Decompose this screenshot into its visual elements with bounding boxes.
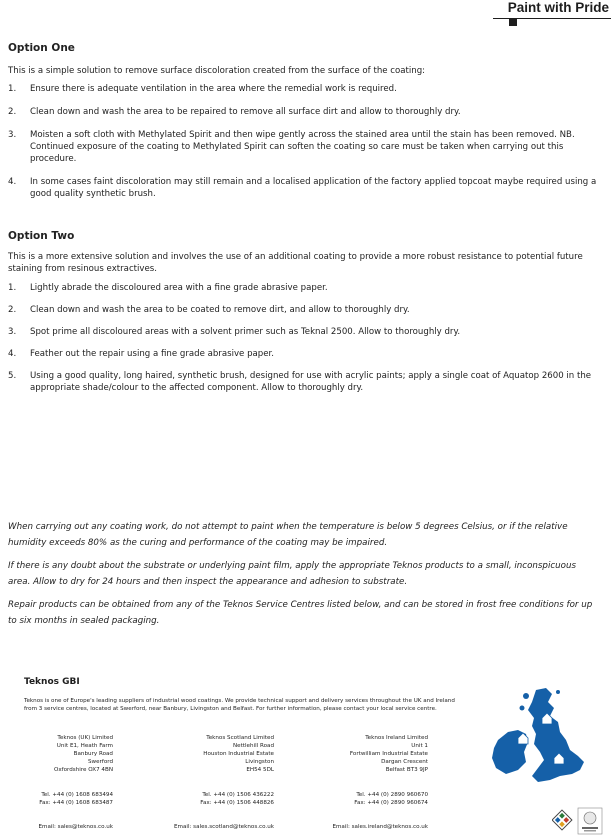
footer-title: Teknos GBI xyxy=(24,677,80,687)
office-tel: Tel. +44 (0) 1506 436222 xyxy=(202,792,274,798)
office-address-line: Dargan Crescent xyxy=(381,759,428,765)
office-address-line: Oxfordshire OX7 4BN xyxy=(53,767,113,773)
option-two-steps xyxy=(8,282,598,394)
step-text: Ensure there is adequate ventilation in the area where the remedial work is required. xyxy=(30,84,397,94)
step-item xyxy=(8,282,598,294)
office-address-line: Belfast BT3 9JP xyxy=(385,767,428,773)
option-one-section xyxy=(8,42,598,200)
step-item xyxy=(8,326,598,338)
step-item xyxy=(8,106,598,118)
step-item xyxy=(8,370,598,394)
step-number: 2. xyxy=(8,305,17,315)
office-address-line: Teknos Scotland Limited xyxy=(206,735,274,741)
step-text: Lightly abrade the discoloured area with a fine grade abrasive paper. xyxy=(30,283,328,293)
step-text: Moisten a soft cloth with Methylated Spirit and then wipe gently across the stained area until the stain has been removed. NB. Continued exposure of the coating to Methylated Spirit can soften the coating so care must be taken when carrying out this procedure. xyxy=(30,130,575,164)
office-email[interactable]: Email: sales.ireland@teknos.co.uk xyxy=(332,824,428,830)
office-ireland xyxy=(290,734,428,831)
step-item xyxy=(8,348,598,360)
spacer xyxy=(290,774,428,791)
step-number: 1. xyxy=(8,84,17,94)
step-text: Spot prime all discoloured areas with a solvent primer such as Teknal 2500. Allow to thoroughly dry. xyxy=(30,327,461,337)
note-temperature: When carrying out any coating work, do not attempt to paint when the temperature is below 5 degrees Celsius, or if the relative humidity exceeds 80% as the curing and performance of the coating may be impaired. xyxy=(8,522,568,548)
step-item xyxy=(8,129,598,165)
step-number: 2. xyxy=(8,107,17,117)
step-number: 5. xyxy=(8,371,17,381)
office-tel: Tel. +44 (0) 1608 683494 xyxy=(41,792,113,798)
certification-logo-icon xyxy=(552,806,608,838)
spacer xyxy=(140,807,274,823)
spacer xyxy=(0,774,113,791)
office-fax: Fax: +44 (0) 1608 683487 xyxy=(39,800,113,806)
uk-ireland-map-icon xyxy=(488,688,608,793)
office-address-line: Nettlehill Road xyxy=(232,743,274,749)
step-text: Clean down and wash the area to be repaired to remove all surface dirt and allow to thoroughly dry. xyxy=(30,107,461,117)
office-email[interactable]: Email: sales@teknos.co.uk xyxy=(38,824,113,830)
office-address-line: Unit 1 xyxy=(411,743,428,749)
office-address-line: Unit E1, Heath Farm xyxy=(56,743,113,749)
office-email[interactable]: Email: sales.scotland@teknos.co.uk xyxy=(174,824,274,830)
office-scotland xyxy=(140,734,274,831)
office-address-line: Banbury Road xyxy=(73,751,113,757)
step-item xyxy=(8,176,598,200)
header-marker xyxy=(509,18,517,26)
option-one-intro: This is a simple solution to remove surface discoloration created from the surface of the coating: xyxy=(8,66,426,76)
notes-block xyxy=(8,519,600,636)
spacer xyxy=(0,807,113,823)
office-uk xyxy=(0,734,113,831)
note-substrate: If there is any doubt about the substrate or underlying paint film, apply the appropriate Teknos products to a small, inconspicuous area. Allow to dry for 24 hours and then inspect the appearance and adhesion to substrate. xyxy=(8,561,576,587)
option-two-section xyxy=(8,230,598,394)
option-one-steps xyxy=(8,83,598,200)
step-number: 4. xyxy=(8,349,17,359)
footer-description: Teknos is one of Europe's leading suppliers of industrial wood coatings. We provide technical support and delivery services throughout the UK and Ireland from 3 service centres, located at Swerford, near Banbury, Livingston and Belfast. For further information, please contact your local service centre. xyxy=(24,698,455,712)
step-text: Using a good quality, long haired, synthetic brush, designed for use with acrylic paints; apply a single coat of Aquatop 2600 in the appropriate shade/colour to the affected component. Allow to thoroughly dry. xyxy=(30,371,592,393)
header-tagline: Paint with Pride xyxy=(493,0,611,19)
step-text: Clean down and wash the area to be coated to remove dirt, and allow to thoroughly dry. xyxy=(30,305,410,315)
office-fax: Fax: +44 (0) 2890 960674 xyxy=(354,800,428,806)
option-two-intro: This is a more extensive solution and involves the use of an additional coating to provide a more robust resistance to potential future staining from resinous extractives. xyxy=(8,252,583,274)
note-repair-products: Repair products can be obtained from any of the Teknos Service Centres listed below, and can be stored in frost free conditions for up to six months in sealed packaging. xyxy=(8,600,593,626)
office-address-line: Teknos Ireland Limited xyxy=(365,735,428,741)
office-address-line: Fortwilliam Industrial Estate xyxy=(349,751,428,757)
step-number: 3. xyxy=(8,130,17,140)
option-two-title: Option Two xyxy=(8,230,75,242)
step-number: 1. xyxy=(8,283,17,293)
office-tel: Tel. +44 (0) 2890 960670 xyxy=(356,792,428,798)
option-one-title: Option One xyxy=(8,42,75,54)
step-item xyxy=(8,83,598,95)
office-address-line: Teknos (UK) Limited xyxy=(57,735,113,741)
step-number: 3. xyxy=(8,327,17,337)
step-item xyxy=(8,304,598,316)
step-text: In some cases faint discoloration may still remain and a localised application of the factory applied topcoat maybe required using a good quality synthetic brush. xyxy=(30,177,597,199)
office-address-line: Houston Industrial Estate xyxy=(203,751,274,757)
office-fax: Fax: +44 (0) 1506 448826 xyxy=(200,800,274,806)
office-address-line: EH54 5DL xyxy=(246,767,274,773)
office-address-line: Livingston xyxy=(245,759,274,765)
office-address-line: Swerford xyxy=(87,759,113,765)
step-text: Feather out the repair using a fine grade abrasive paper. xyxy=(30,349,275,359)
spacer xyxy=(140,774,274,791)
step-number: 4. xyxy=(8,177,17,187)
spacer xyxy=(290,807,428,823)
